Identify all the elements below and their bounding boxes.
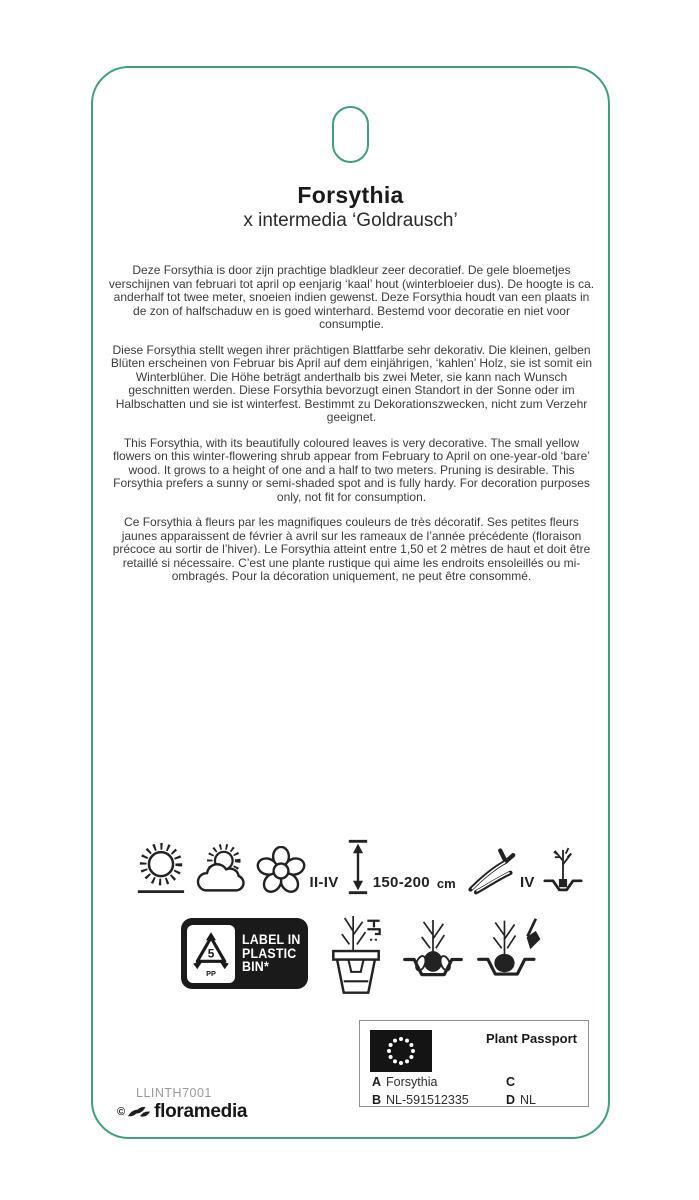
planting-icon	[543, 842, 583, 896]
bin-badge-text	[242, 933, 301, 974]
height-group	[347, 838, 456, 896]
passport-key-b: B	[372, 1093, 382, 1107]
passport-field-c	[506, 1073, 520, 1091]
plant-title: Forsythia	[297, 182, 404, 208]
hanging-hole	[332, 106, 369, 163]
passport-row	[372, 1073, 578, 1091]
pruning-month-label: IV	[519, 874, 535, 891]
recycling-symbol-box	[187, 925, 235, 983]
secateurs-icon	[464, 844, 516, 896]
bin-badge-line3: BIN*	[242, 959, 269, 975]
rootball-hole-icon	[401, 906, 465, 998]
passport-value-d: NL	[520, 1093, 537, 1107]
passport-value-a: Forsythia	[386, 1075, 438, 1089]
bin-badge-line2: PLASTIC	[242, 945, 297, 961]
passport-field-b	[372, 1091, 506, 1109]
sun-cloud-icon	[195, 842, 247, 896]
plastic-bin-badge	[181, 918, 308, 989]
plant-subtitle: x intermedia ‘Goldrausch’	[243, 210, 458, 231]
description-fr: Ce Forsythia à fleurs par les magnifiques couleurs de très décoratif. Ses petites fleurs jaunes apparaissent de février à avril sur les rameaux de l’année précédente (floraison précoce au sortir de l’hiver). Le Forsythia atteint entre 1,50 et 2 mètres de haut et doit être retaillé si nécessaire. C’est une plante rustique qui aime les endroits ensoleillés ou mi-ombragés. Pour la décoration uniquement, ne peut être consommé.	[112, 515, 591, 583]
soak-bucket-icon	[321, 906, 391, 998]
recycling-material: PP	[206, 968, 216, 978]
recycle-row	[179, 906, 599, 1006]
flowering-period-group	[256, 846, 339, 896]
description-block	[107, 264, 596, 596]
plant-passport-fields	[372, 1073, 578, 1109]
recycling-code: 5	[207, 946, 215, 961]
description-nl: Deze Forsythia is door zijn prachtige bladkleur zeer decoratief. De gele bloemetjes verschijnen van februari tot april op eenjarig ‘kaal’ hout (winterbloeier dus). De hoogte is ca. anderhalf tot twee meter, snoeien indien gewenst. Deze Forsythia houdt van een plaats in de zon of halfschaduw en is goed winterhard. Bestemd voor decoratie en niet voor consumptie.	[108, 263, 595, 331]
passport-row	[372, 1091, 578, 1109]
product-code: LLINTH7001	[136, 1086, 212, 1100]
plant-trowel-icon	[475, 906, 545, 998]
passport-field-d	[506, 1091, 536, 1109]
planting-group	[543, 842, 583, 896]
height-unit-label: cm	[436, 876, 456, 891]
sun-icon	[135, 840, 187, 896]
partial-shade-group	[195, 842, 247, 896]
brand-name: floramedia	[154, 1101, 248, 1122]
bin-badge-line1: LABEL IN	[242, 932, 301, 948]
floramedia-leaf-icon	[127, 1104, 151, 1121]
flower-icon	[256, 846, 306, 896]
planting-instruction-icons	[321, 906, 545, 998]
pruning-group	[464, 844, 535, 896]
full-sun-group	[135, 840, 187, 896]
description-de: Diese Forsythia stellt wegen ihrer prächtigen Blattfarbe sehr dekorativ. Die kleinen, gelben Blüten erscheinen von Februar bis April auf dem einjährigen, ‘kahlen’ Holz, sie ist somit ein Winterblüher. Die Höhe beträgt anderthalb bis zwei Meter, sie kann nach Wunsch geschnitten werden. Diese Forsythia bevorzugt einen Standort in der Sonne oder im Halbschatten und sie ist winterfest. Bestimmt zu Dekorationszwecken, nicht zum Verzehr geeignet.	[110, 342, 593, 424]
flowering-period-label: II-IV	[309, 874, 339, 891]
description-en: This Forsythia, with its beautifully coloured leaves is very decorative. The small yellow flowers on this winter-flowering shrub appear from February to April on one-year-old ‘bare’ wood. It grows to a height of one and a half to two meters. Pruning is desirable. This Forsythia prefers a sunny or semi-shaded spot and is fully hardy. For decoration purposes only, not fit for consumption.	[113, 435, 590, 504]
passport-value-b: NL-591512335	[386, 1093, 469, 1107]
care-icons-row	[135, 832, 583, 896]
eu-flag-icon	[370, 1030, 432, 1072]
recycling-pp5-icon	[190, 930, 232, 978]
passport-key-a: A	[372, 1075, 382, 1089]
plant-passport-heading: Plant Passport	[485, 1031, 577, 1046]
plant-passport-box	[359, 1020, 589, 1107]
height-value-label: 150-200	[372, 874, 430, 891]
passport-key-c: C	[506, 1075, 516, 1089]
label-card	[91, 66, 610, 1139]
height-arrow-icon	[347, 838, 369, 896]
copyright-symbol: ©	[117, 1106, 126, 1118]
brand-logo	[117, 1100, 247, 1124]
passport-key-d: D	[506, 1093, 516, 1107]
passport-field-a	[372, 1073, 506, 1091]
